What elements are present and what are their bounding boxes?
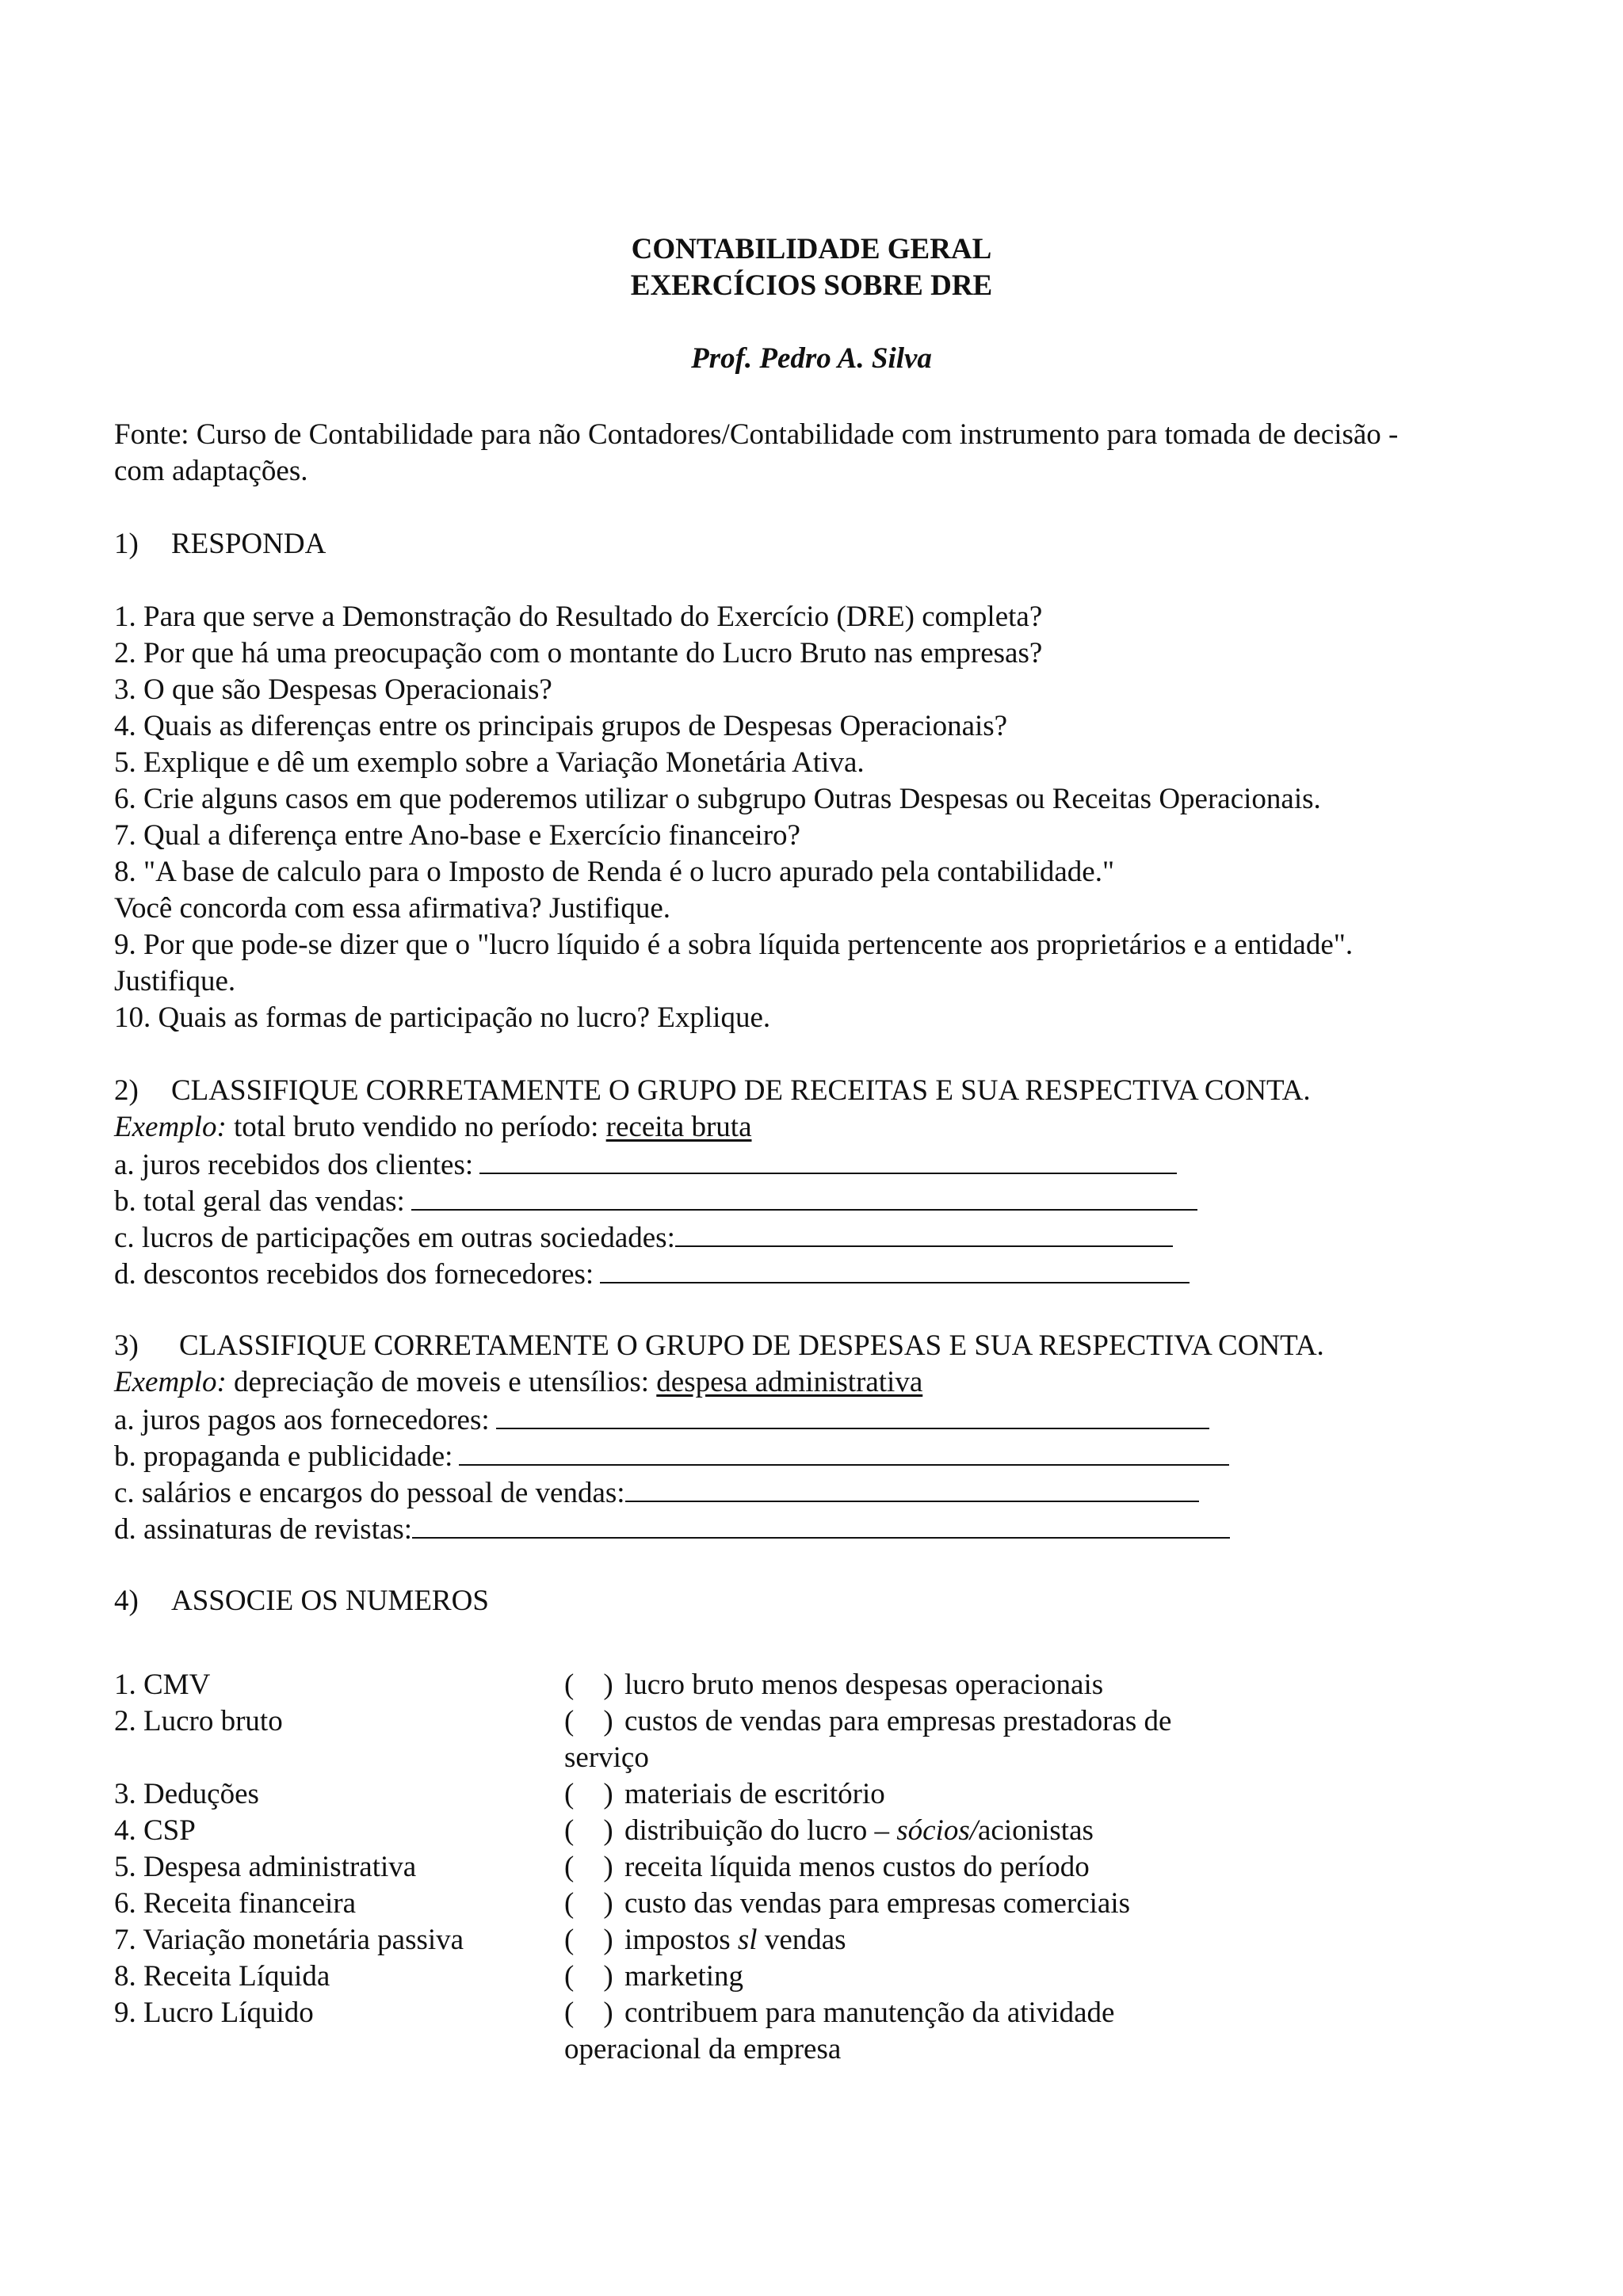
answer-blank-3d[interactable] bbox=[412, 1510, 1230, 1539]
question-7: 7. Qual a diferença entre Ano-base e Exercício financeiro? bbox=[114, 819, 800, 852]
definition-6-text: custo das vendas para empresas comerciais bbox=[624, 1887, 1130, 1920]
term-1: 1. CMV bbox=[114, 1669, 211, 1701]
section2-item-c-label: c. lucros de participações em outras sociedades: bbox=[114, 1222, 675, 1254]
answer-paren-4[interactable]: ( ) bbox=[564, 1814, 613, 1847]
term-6: 6. Receita financeira bbox=[114, 1887, 357, 1920]
section2-example-label: Exemplo: bbox=[114, 1111, 227, 1143]
answer-paren-8[interactable]: ( ) bbox=[564, 1960, 613, 1993]
answer-paren-9[interactable]: ( ) bbox=[564, 1997, 613, 2029]
section3-item-a bbox=[114, 1401, 1541, 1439]
source-line-2: com adaptações. bbox=[114, 455, 308, 487]
section3-example-text: depreciação de moveis e utensílios: bbox=[226, 1366, 657, 1398]
section3-item-b bbox=[114, 1437, 1541, 1475]
definition-7-end: vendas bbox=[757, 1924, 846, 1956]
section3-item-b-label: b. propaganda e publicidade: bbox=[114, 1440, 453, 1473]
answer-paren-6[interactable]: ( ) bbox=[564, 1887, 613, 1920]
answer-paren-3[interactable]: ( ) bbox=[564, 1778, 613, 1810]
author: Prof. Pedro A. Silva bbox=[691, 342, 932, 375]
section2-item-d bbox=[114, 1255, 1541, 1293]
section3-item-a-label: a. juros pagos aos fornecedores: bbox=[114, 1404, 490, 1436]
section2-item-a bbox=[114, 1146, 1541, 1184]
section4-heading bbox=[114, 1583, 1541, 1619]
definition-1-text: lucro bruto menos despesas operacionais bbox=[624, 1669, 1104, 1701]
definition-9-text: contribuem para manutenção da atividade bbox=[624, 1997, 1115, 2029]
definition-2-continuation: serviço bbox=[564, 1741, 649, 1774]
section3-example-answer: despesa administrativa bbox=[656, 1366, 923, 1398]
question-6: 6. Crie alguns casos em que poderemos utilizar o subgrupo Outras Despesas ou Receitas Operacionais. bbox=[114, 783, 1321, 815]
answer-paren-2[interactable]: ( ) bbox=[564, 1705, 613, 1737]
definition-4-end: acionistas bbox=[978, 1814, 1094, 1847]
definition-9 bbox=[564, 1995, 1114, 2031]
definition-8 bbox=[564, 1958, 743, 1995]
source-line-1: Fonte: Curso de Contabilidade para não Contadores/Contabilidade com instrumento para tomada de decisão - bbox=[114, 418, 1399, 451]
section2-number: 2) bbox=[114, 1074, 139, 1107]
definition-2 bbox=[564, 1703, 1171, 1740]
definition-3-text: materiais de escritório bbox=[624, 1778, 885, 1810]
definition-2-text: custos de vendas para empresas prestadoras de bbox=[624, 1705, 1172, 1737]
definition-8-text: marketing bbox=[624, 1960, 744, 1993]
question-2: 2. Por que há uma preocupação com o montante do Lucro Bruto nas empresas? bbox=[114, 637, 1043, 669]
section2-item-c bbox=[114, 1219, 1541, 1257]
definition-4-italic: sócios/ bbox=[896, 1814, 978, 1847]
section2-heading bbox=[114, 1073, 1541, 1109]
answer-blank-2c[interactable] bbox=[675, 1219, 1173, 1247]
question-9: 9. Por que pode-se dizer que o "lucro líquido é a sobra líquida pertencente aos proprietários e a entidade". bbox=[114, 929, 1354, 961]
definition-5 bbox=[564, 1849, 1090, 1886]
definition-7-text: impostos bbox=[624, 1924, 738, 1956]
answer-paren-5[interactable]: ( ) bbox=[564, 1851, 613, 1883]
section3-number: 3) bbox=[114, 1329, 139, 1362]
term-9: 9. Lucro Líquido bbox=[114, 1997, 314, 2029]
question-9-continuation: Justifique. bbox=[114, 965, 236, 997]
section2-item-d-label: d. descontos recebidos dos fornecedores: bbox=[114, 1258, 594, 1291]
section1-heading bbox=[114, 526, 1541, 563]
term-5: 5. Despesa administrativa bbox=[114, 1851, 417, 1883]
section3-title: CLASSIFIQUE CORRETAMENTE O GRUPO DE DESPESAS E SUA RESPECTIVA CONTA. bbox=[179, 1329, 1324, 1362]
definition-7 bbox=[564, 1922, 846, 1958]
term-3: 3. Deduções bbox=[114, 1778, 259, 1810]
answer-blank-3a[interactable] bbox=[496, 1401, 1209, 1429]
section3-item-c bbox=[114, 1474, 1541, 1512]
answer-blank-2b[interactable] bbox=[411, 1182, 1197, 1211]
title-line-2: EXERCÍCIOS SOBRE DRE bbox=[630, 269, 993, 302]
definition-6 bbox=[564, 1886, 1130, 1922]
question-4: 4. Quais as diferenças entre os principais grupos de Despesas Operacionais? bbox=[114, 710, 1008, 742]
term-8: 8. Receita Líquida bbox=[114, 1960, 330, 1993]
section1-title: RESPONDA bbox=[171, 528, 327, 560]
section3-heading bbox=[114, 1328, 1541, 1364]
question-1: 1. Para que serve a Demonstração do Resultado do Exercício (DRE) completa? bbox=[114, 601, 1043, 633]
question-10: 10. Quais as formas de participação no lucro? Explique. bbox=[114, 1001, 771, 1034]
question-5: 5. Explique e dê um exemplo sobre a Variação Monetária Ativa. bbox=[114, 746, 865, 779]
title-line-1: CONTABILIDADE GERAL bbox=[631, 233, 992, 265]
term-4: 4. CSP bbox=[114, 1814, 196, 1847]
term-2: 2. Lucro bruto bbox=[114, 1705, 283, 1737]
definition-3 bbox=[564, 1776, 885, 1813]
question-8-continuation: Você concorda com essa afirmativa? Justifique. bbox=[114, 892, 671, 925]
answer-paren-1[interactable]: ( ) bbox=[564, 1669, 613, 1701]
section2-item-a-label: a. juros recebidos dos clientes: bbox=[114, 1149, 474, 1181]
definition-7-italic: sl bbox=[737, 1924, 758, 1956]
section3-item-c-label: c. salários e encargos do pessoal de vendas: bbox=[114, 1477, 625, 1509]
answer-blank-2d[interactable] bbox=[600, 1255, 1190, 1283]
section2-example-answer: receita bruta bbox=[605, 1111, 752, 1143]
answer-blank-3c[interactable] bbox=[625, 1474, 1199, 1502]
definition-1 bbox=[564, 1667, 1103, 1703]
section4-title: ASSOCIE OS NUMEROS bbox=[171, 1585, 489, 1617]
definition-9-continuation: operacional da empresa bbox=[564, 2033, 842, 2065]
section2-example-text: total bruto vendido no período: bbox=[226, 1111, 606, 1143]
answer-blank-2a[interactable] bbox=[479, 1146, 1177, 1174]
section3-example bbox=[114, 1364, 1541, 1401]
section2-example bbox=[114, 1109, 1541, 1146]
section2-item-b bbox=[114, 1182, 1541, 1220]
section2-item-b-label: b. total geral das vendas: bbox=[114, 1185, 405, 1218]
definition-4-text: distribuição do lucro – bbox=[624, 1814, 897, 1847]
section3-item-d-label: d. assinaturas de revistas: bbox=[114, 1513, 413, 1546]
section4-number: 4) bbox=[114, 1585, 139, 1617]
section3-example-label: Exemplo: bbox=[114, 1366, 227, 1398]
answer-paren-7[interactable]: ( ) bbox=[564, 1924, 613, 1956]
term-7: 7. Variação monetária passiva bbox=[114, 1924, 464, 1956]
section2-title: CLASSIFIQUE CORRETAMENTE O GRUPO DE RECEITAS E SUA RESPECTIVA CONTA. bbox=[171, 1074, 1311, 1107]
definition-5-text: receita líquida menos custos do período bbox=[624, 1851, 1090, 1883]
section3-item-d bbox=[114, 1510, 1541, 1548]
answer-blank-3b[interactable] bbox=[459, 1437, 1229, 1466]
question-3: 3. O que são Despesas Operacionais? bbox=[114, 673, 552, 706]
question-8: 8. "A base de calculo para o Imposto de Renda é o lucro apurado pela contabilidade." bbox=[114, 856, 1115, 888]
section1-number: 1) bbox=[114, 528, 139, 560]
definition-4 bbox=[564, 1813, 1094, 1849]
